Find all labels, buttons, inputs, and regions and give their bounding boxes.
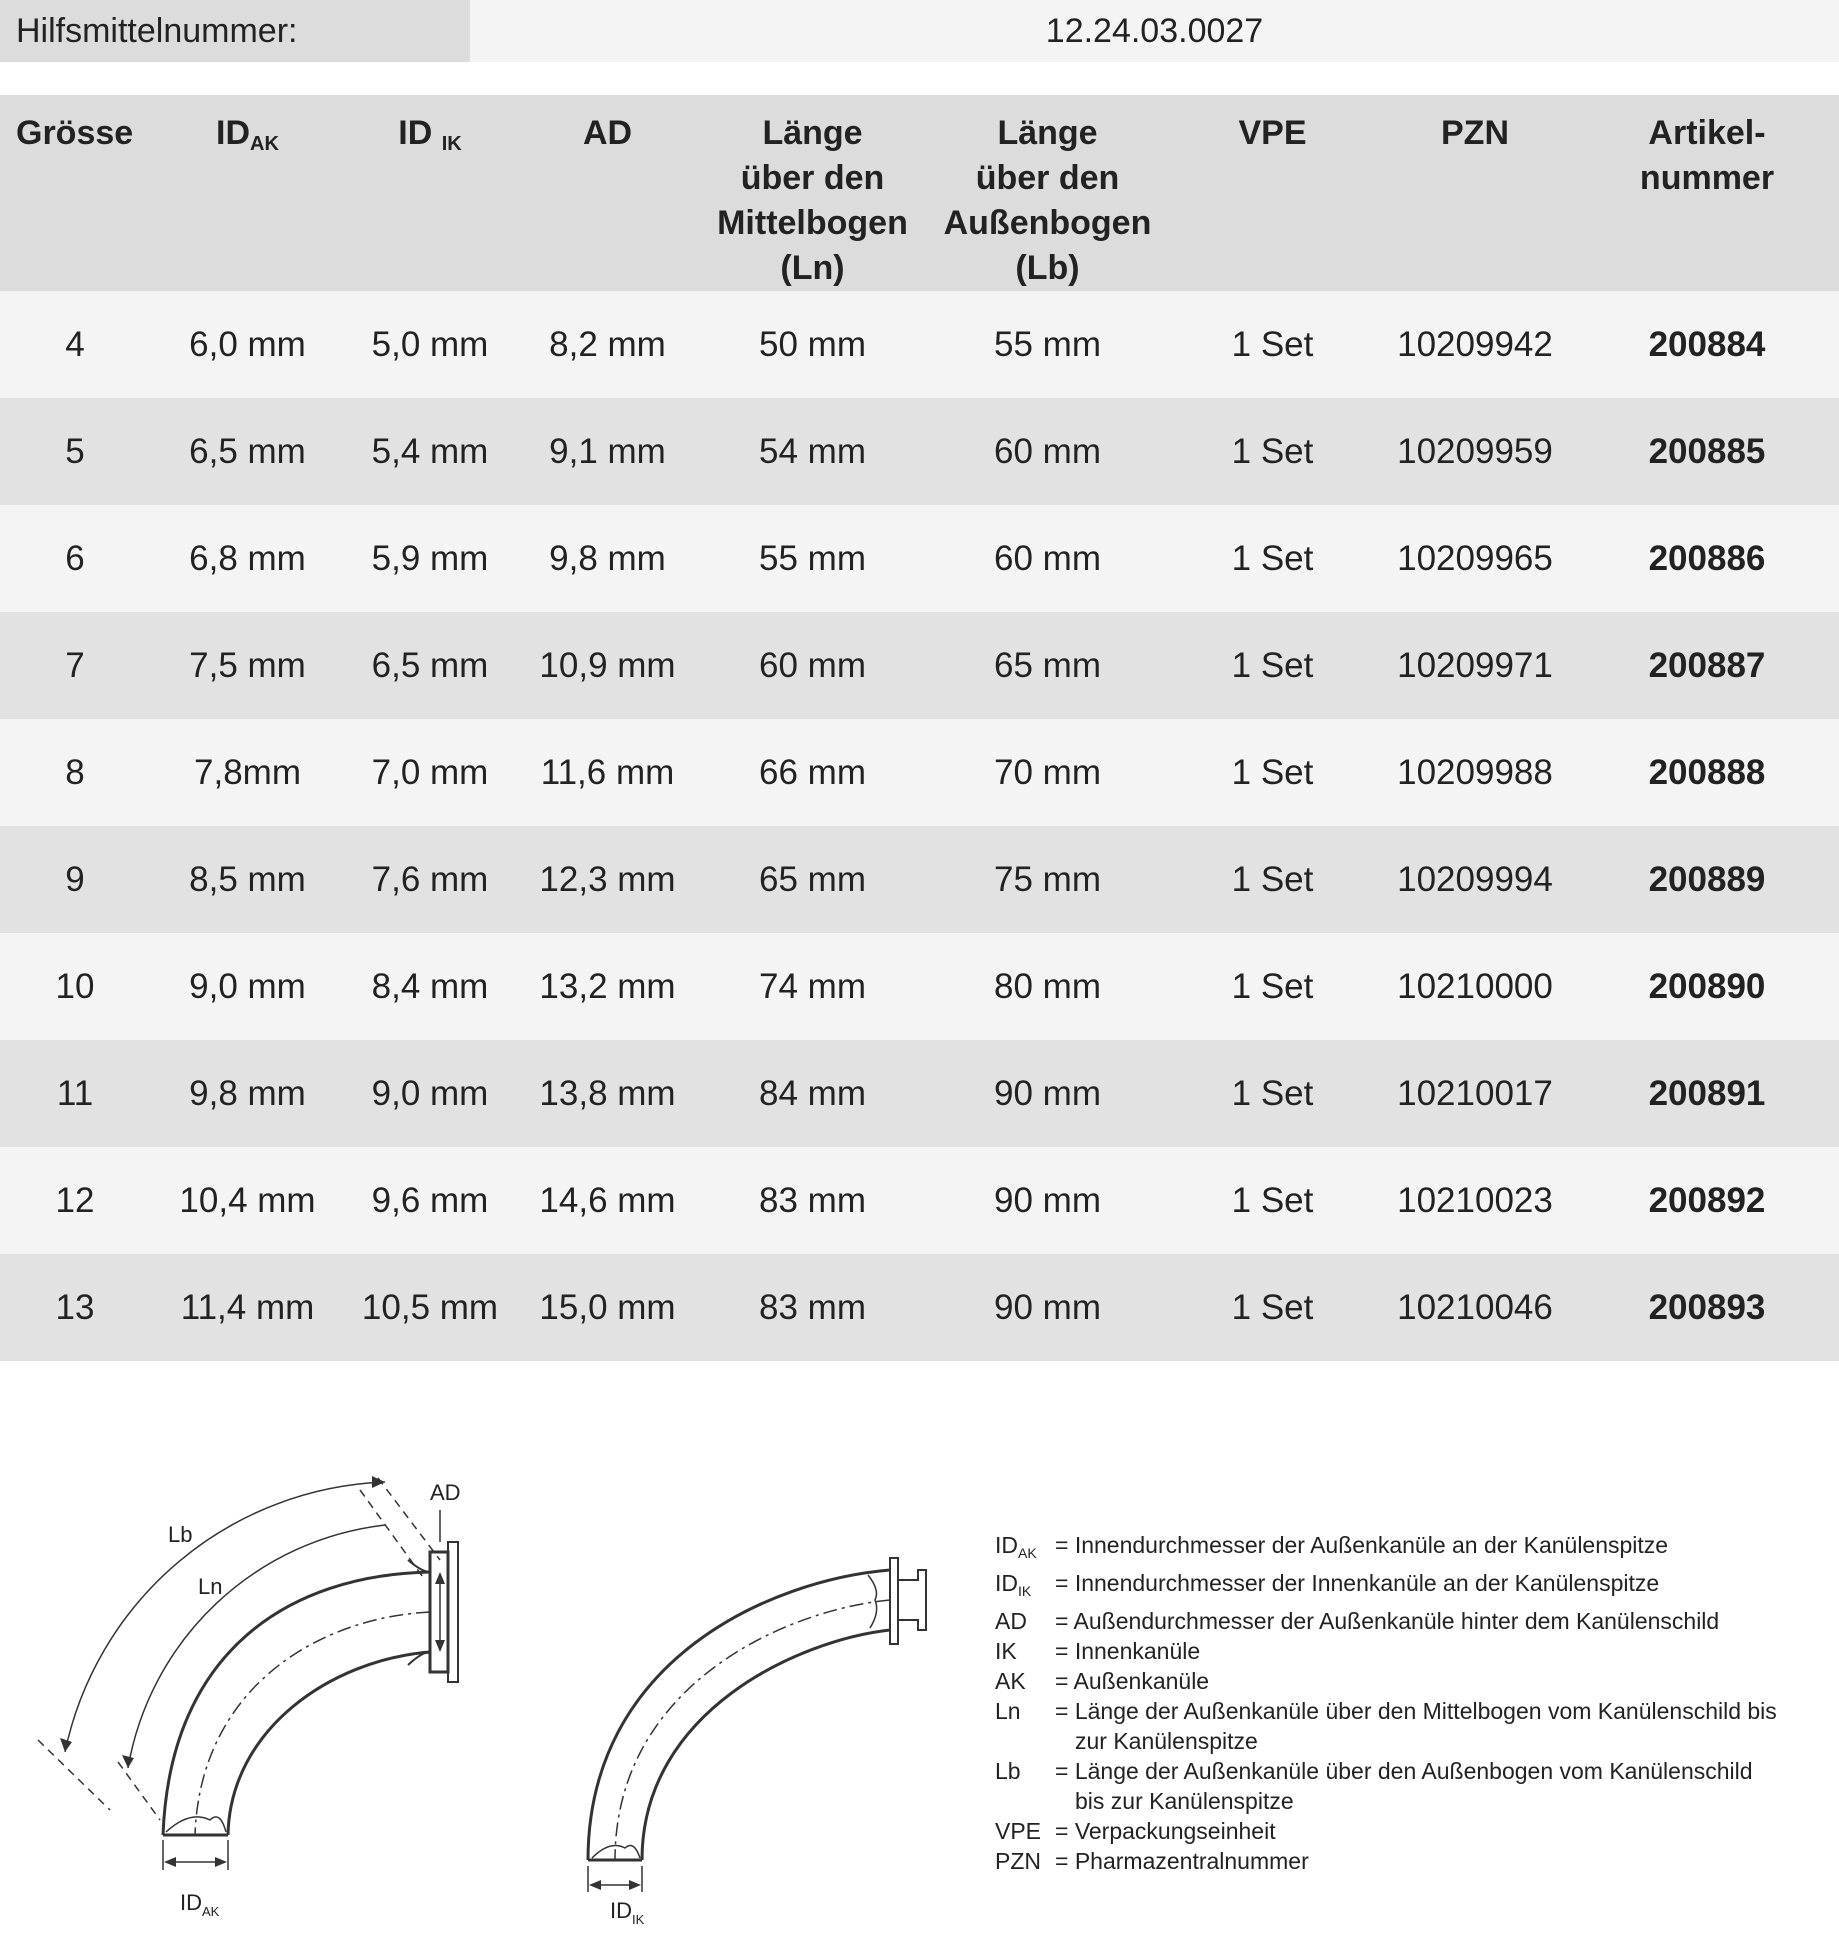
hilfsmittel-label: Hilfsmittelnummer: <box>0 0 470 62</box>
inner-tube-outer-edge <box>588 1570 890 1860</box>
cell-vpe: 1 Set <box>1170 1147 1375 1254</box>
cell-id-ak: 6,8 mm <box>150 505 345 612</box>
cell-groesse: 5 <box>0 398 150 505</box>
cell-id-ak: 9,8 mm <box>150 1040 345 1147</box>
cell-groesse: 7 <box>0 612 150 719</box>
header-ln: Länge über den Mittelbogen (Ln) <box>700 95 925 291</box>
cell-id-ik: 10,5 mm <box>345 1254 515 1361</box>
cell-vpe: 1 Set <box>1170 1040 1375 1147</box>
table-row <box>0 505 1839 612</box>
cell-id-ik: 8,4 mm <box>345 933 515 1040</box>
cell-lb: 90 mm <box>925 1040 1170 1147</box>
cell-id-ak: 10,4 mm <box>150 1147 345 1254</box>
table-row <box>0 1147 1839 1254</box>
cell-groesse: 4 <box>0 291 150 398</box>
cell-lb: 90 mm <box>925 1147 1170 1254</box>
cell-ad: 10,9 mm <box>515 612 700 719</box>
cell-lb: 90 mm <box>925 1254 1170 1361</box>
header-vpe: VPE <box>1170 95 1375 291</box>
cell-groesse: 11 <box>0 1040 150 1147</box>
cell-ln: 55 mm <box>700 505 925 612</box>
cell-ln: 60 mm <box>700 612 925 719</box>
cell-id-ik: 7,0 mm <box>345 719 515 826</box>
header-ad: AD <box>515 95 700 291</box>
cell-ad: 9,8 mm <box>515 505 700 612</box>
cell-ad: 15,0 mm <box>515 1254 700 1361</box>
cell-artikelnummer: 200885 <box>1575 398 1839 505</box>
cell-ln: 50 mm <box>700 291 925 398</box>
legend-item: $ID_{IK}$ = Innendurchmesser der Innenkanüle an der Kanülenspitze <box>995 1570 1660 1599</box>
cell-lb: 55 mm <box>925 291 1170 398</box>
cell-vpe: 1 Set <box>1170 826 1375 933</box>
product-table <box>0 95 1839 1361</box>
cell-id-ak: 6,5 mm <box>150 398 345 505</box>
cell-vpe: 1 Set <box>1170 291 1375 398</box>
cell-vpe: 1 Set <box>1170 612 1375 719</box>
hilfsmittel-bar <box>0 0 1839 62</box>
cell-artikelnummer: 200888 <box>1575 719 1839 826</box>
cell-id-ak: 7,8mm <box>150 719 345 826</box>
cell-artikelnummer: 200886 <box>1575 505 1839 612</box>
cell-id-ak: 6,0 mm <box>150 291 345 398</box>
cell-vpe: 1 Set <box>1170 1254 1375 1361</box>
cell-artikelnummer: 200891 <box>1575 1040 1839 1147</box>
cell-vpe: 1 Set <box>1170 719 1375 826</box>
table-row <box>0 933 1839 1040</box>
cell-ad: 8,2 mm <box>515 291 700 398</box>
cell-pzn: 10209942 <box>1375 291 1575 398</box>
tube-inner-edge <box>228 1652 430 1835</box>
cell-ln: 65 mm <box>700 826 925 933</box>
table-row <box>0 398 1839 505</box>
cell-lb: 60 mm <box>925 505 1170 612</box>
cell-groesse: 13 <box>0 1254 150 1361</box>
ln-dimension-arc <box>128 1525 385 1768</box>
cell-ln: 54 mm <box>700 398 925 505</box>
legend-item: IK = Innenkanüle <box>995 1638 1201 1664</box>
table-row <box>0 1040 1839 1147</box>
cell-id-ik: 5,4 mm <box>345 398 515 505</box>
cell-pzn: 10210046 <box>1375 1254 1575 1361</box>
ad-label: AD <box>430 1480 461 1505</box>
legend-item: Ln = Länge der Außenkanüle über den Mittelbogen vom Kanülenschild bis zur Kanülenspitze <box>995 1698 1777 1754</box>
inner-cannula-drawing <box>570 1530 950 1930</box>
cell-ad: 14,6 mm <box>515 1147 700 1254</box>
cell-id-ik: 7,6 mm <box>345 826 515 933</box>
legend-item: Lb = Länge der Außenkanüle über den Außenbogen vom Kanülenschild bis zur Kanülenspitze <box>995 1758 1753 1814</box>
legend-item: VPE = Verpackungseinheit <box>995 1818 1276 1844</box>
cell-pzn: 10209988 <box>1375 719 1575 826</box>
cell-pzn: 10210000 <box>1375 933 1575 1040</box>
cell-ad: 9,1 mm <box>515 398 700 505</box>
cell-ln: 66 mm <box>700 719 925 826</box>
cell-ad: 12,3 mm <box>515 826 700 933</box>
table-row <box>0 1254 1839 1361</box>
cell-vpe: 1 Set <box>1170 933 1375 1040</box>
cell-lb: 70 mm <box>925 719 1170 826</box>
cell-id-ak: 8,5 mm <box>150 826 345 933</box>
legend-item: $ID_{AK}$ = Innendurchmesser der Außenkanüle an der Kanülenspitze <box>995 1532 1669 1561</box>
cell-groesse: 9 <box>0 826 150 933</box>
legend-item: AK = Außenkanüle <box>995 1668 1210 1694</box>
cell-id-ak: 7,5 mm <box>150 612 345 719</box>
cell-groesse: 10 <box>0 933 150 1040</box>
legend <box>995 1530 1825 1876</box>
cell-ad: 13,8 mm <box>515 1040 700 1147</box>
lb-label: Lb <box>168 1522 193 1547</box>
cell-ad: 11,6 mm <box>515 719 700 826</box>
cell-ad: 13,2 mm <box>515 933 700 1040</box>
table-row <box>0 291 1839 398</box>
cell-lb: 60 mm <box>925 398 1170 505</box>
inner-tube-inner-edge <box>642 1630 890 1860</box>
legend-item: PZN = Pharmazentralnummer <box>995 1848 1309 1874</box>
hilfsmittel-value: 12.24.03.0027 <box>470 0 1839 62</box>
table-row <box>0 719 1839 826</box>
outer-cannula-drawing <box>30 1470 490 1930</box>
ln-label: Ln <box>198 1574 223 1599</box>
header-groesse: Grösse <box>0 95 150 291</box>
cell-id-ik: 9,6 mm <box>345 1147 515 1254</box>
header-artikelnummer: Artikel- nummer <box>1575 95 1839 291</box>
cell-artikelnummer: 200890 <box>1575 933 1839 1040</box>
cell-groesse: 12 <box>0 1147 150 1254</box>
cell-id-ik: 6,5 mm <box>345 612 515 719</box>
table-row <box>0 612 1839 719</box>
cell-id-ik: 9,0 mm <box>345 1040 515 1147</box>
table-row <box>0 826 1839 933</box>
id-ak-label: $ID_{AK}$ <box>180 1890 220 1919</box>
cell-artikelnummer: 200893 <box>1575 1254 1839 1361</box>
cell-id-ik: 5,9 mm <box>345 505 515 612</box>
cell-id-ak: 9,0 mm <box>150 933 345 1040</box>
legend-item: AD = Außendurchmesser der Außenkanüle hinter dem Kanülenschild <box>995 1608 1720 1634</box>
cell-ln: 83 mm <box>700 1254 925 1361</box>
cell-lb: 80 mm <box>925 933 1170 1040</box>
cell-artikelnummer: 200887 <box>1575 612 1839 719</box>
header-id-ak: $ID_{AK}$ <box>150 95 345 291</box>
cell-pzn: 10210023 <box>1375 1147 1575 1254</box>
cell-pzn: 10209971 <box>1375 612 1575 719</box>
cell-lb: 75 mm <box>925 826 1170 933</box>
id-ik-label: $ID_{IK}$ <box>610 1898 645 1927</box>
cell-id-ak: 11,4 mm <box>150 1254 345 1361</box>
cell-groesse: 8 <box>0 719 150 826</box>
cell-lb: 65 mm <box>925 612 1170 719</box>
cell-ln: 74 mm <box>700 933 925 1040</box>
cell-artikelnummer: 200892 <box>1575 1147 1839 1254</box>
cell-ln: 83 mm <box>700 1147 925 1254</box>
header-lb: Länge über den Außenbogen (Lb) <box>925 95 1170 291</box>
cell-pzn: 10209994 <box>1375 826 1575 933</box>
lb-dimension-arc <box>65 1482 385 1752</box>
cell-artikelnummer: 200884 <box>1575 291 1839 398</box>
cell-vpe: 1 Set <box>1170 398 1375 505</box>
cell-id-ik: 5,0 mm <box>345 291 515 398</box>
cell-artikelnummer: 200889 <box>1575 826 1839 933</box>
cell-pzn: 10209965 <box>1375 505 1575 612</box>
header-id-ik: ID $_{IK}$ <box>345 95 515 291</box>
cell-pzn: 10210017 <box>1375 1040 1575 1147</box>
cell-pzn: 10209959 <box>1375 398 1575 505</box>
header-pzn: PZN <box>1375 95 1575 291</box>
cell-groesse: 6 <box>0 505 150 612</box>
table-header-row <box>0 95 1839 291</box>
cell-ln: 84 mm <box>700 1040 925 1147</box>
cell-vpe: 1 Set <box>1170 505 1375 612</box>
